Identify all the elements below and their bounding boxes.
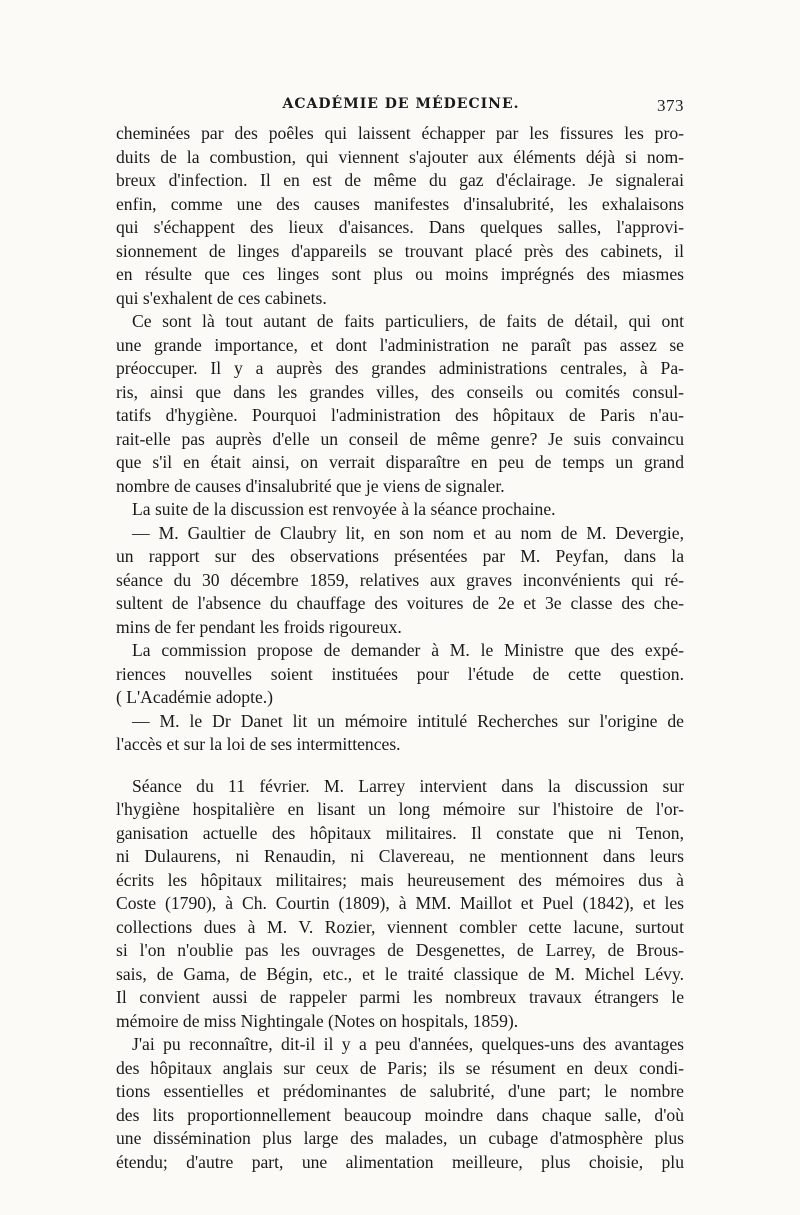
text-line: une grande importance, et dont l'administration ne paraît pas assez se — [116, 334, 684, 355]
running-title: ACADÉMIE DE MÉDECINE. — [282, 96, 520, 112]
text-line: La commission propose de demander à M. le Ministre que des expé- — [132, 640, 684, 660]
text-line: si l'on n'oublie pas les ouvrages de Desgenettes, de Larrey, de Brous- — [116, 940, 684, 960]
text-line: duits de la combustion, qui viennent s'ajouter aux éléments déjà si nom- — [116, 146, 684, 167]
text-line: — M. le Dr Danet lit un mémoire intitulé Recherches sur l'origine de — [132, 710, 684, 731]
text-line: J'ai pu reconnaître, dit-il il y a peu d'années, quelques-uns des avantages — [132, 1034, 684, 1054]
text-line: cheminées par des poêles qui laissent échapper par les fissures les pro- — [116, 123, 684, 143]
text-line: ganisation actuelle des hôpitaux militaires. Il constate que ni Tenon, — [116, 822, 684, 843]
text-line: enfin, comme une des causes manifestes d'insalubrité, les exhalaisons — [116, 193, 684, 214]
section-gap — [116, 757, 684, 775]
text-line: ris, ainsi que dans les grandes villes, des conseils ou comités consul- — [116, 381, 684, 402]
text-line: qui s'échappent des lieux d'aisances. Dans quelques salles, l'approvi- — [116, 217, 684, 237]
text-line: Il convient aussi de rappeler parmi les nombreux travaux étrangers le — [116, 987, 684, 1007]
text-line: Coste (1790), à Ch. Courtin (1809), à MM. Maillot et Puel (1842), et les — [116, 893, 684, 913]
text-line: sultent de l'absence du chauffage des voitures de 2e et 3e classe des che- — [116, 593, 684, 613]
text-line: rait-elle pas auprès d'elle un conseil de même genre? Je suis convaincu — [116, 428, 684, 449]
text-line: qui s'exhalent de ces cabinets. — [116, 287, 327, 308]
text-line: en résulte que ces linges sont plus ou moins imprégnés des miasmes — [116, 264, 684, 284]
text-line: tatifs d'hygiène. Pourquoi l'administration des hôpitaux de Paris n'au- — [116, 405, 684, 425]
text-line: des lits proportionnellement beaucoup moindre dans chaque salle, d'où — [116, 1104, 684, 1125]
text-line: un rapport sur des observations présentées par M. Peyfan, dans la — [116, 546, 684, 566]
text-line: Ce sont là tout autant de faits particuliers, de faits de détail, qui ont — [132, 311, 684, 331]
text-line: nombre de causes d'insalubrité que je viens de signaler. — [116, 475, 505, 496]
text-line: mémoire de miss Nightingale (Notes on hospitals, 1859). — [116, 1010, 519, 1031]
page-header — [118, 96, 684, 122]
text-line: écrits les hôpitaux militaires; mais heureusement des mémoires dus à — [116, 869, 684, 890]
text-line: mins de fer pendant les froids rigoureux. — [116, 616, 402, 637]
text-line: breux d'infection. Il en est de même du gaz d'éclairage. Je signalerai — [116, 170, 684, 190]
text-line: sais, de Gama, de Bégin, etc., et le traité classique de M. Michel Lévy. — [116, 963, 684, 984]
text-line: ni Dulaurens, ni Renaudin, ni Clavereau, ne mentionnent dans leurs — [116, 846, 684, 866]
text-line: riences nouvelles soient instituées pour l'étude de cette question. — [116, 663, 684, 684]
text-line: étendu; d'autre part, une alimentation meilleure, plus choisie, plu — [116, 1151, 684, 1172]
text-line: — M. Gaultier de Claubry lit, en son nom et au nom de M. Devergie, — [132, 522, 684, 543]
body-text — [116, 122, 684, 1174]
text-line: des hôpitaux anglais sur ceux de Paris; ils se résument en deux condi- — [116, 1057, 684, 1078]
text-line: ( L'Académie adopte.) — [116, 687, 274, 707]
text-line: séance du 30 décembre 1859, relatives aux graves inconvénients qui ré- — [116, 569, 684, 590]
text-line: l'hygiène hospitalière en lisant un long mémoire sur l'histoire de l'or- — [116, 799, 684, 819]
text-line: collections dues à M. V. Rozier, viennent combler cette lacune, surtout — [116, 916, 684, 937]
text-line: préoccuper. Il y a auprès des grandes administrations centrales, à Pa- — [116, 358, 684, 378]
page-number: 373 — [657, 96, 684, 115]
text-line: une dissémination plus large des malades, un cubage d'atmosphère plus — [116, 1128, 684, 1148]
text-line: Séance du 11 février. M. Larrey intervient dans la discussion sur — [132, 775, 684, 796]
text-line: que s'il en était ainsi, on verrait disparaître en peu de temps un grand — [116, 452, 684, 472]
text-line: sionnement de linges d'appareils se trouvant placé près des cabinets, il — [116, 240, 684, 261]
text-line: La suite de la discussion est renvoyée à la séance prochaine. — [132, 499, 556, 519]
text-line: tions essentielles et prédominantes de salubrité, d'une part; le nombre — [116, 1081, 684, 1101]
text-line: l'accès et sur la loi de ses intermittences. — [116, 734, 401, 754]
